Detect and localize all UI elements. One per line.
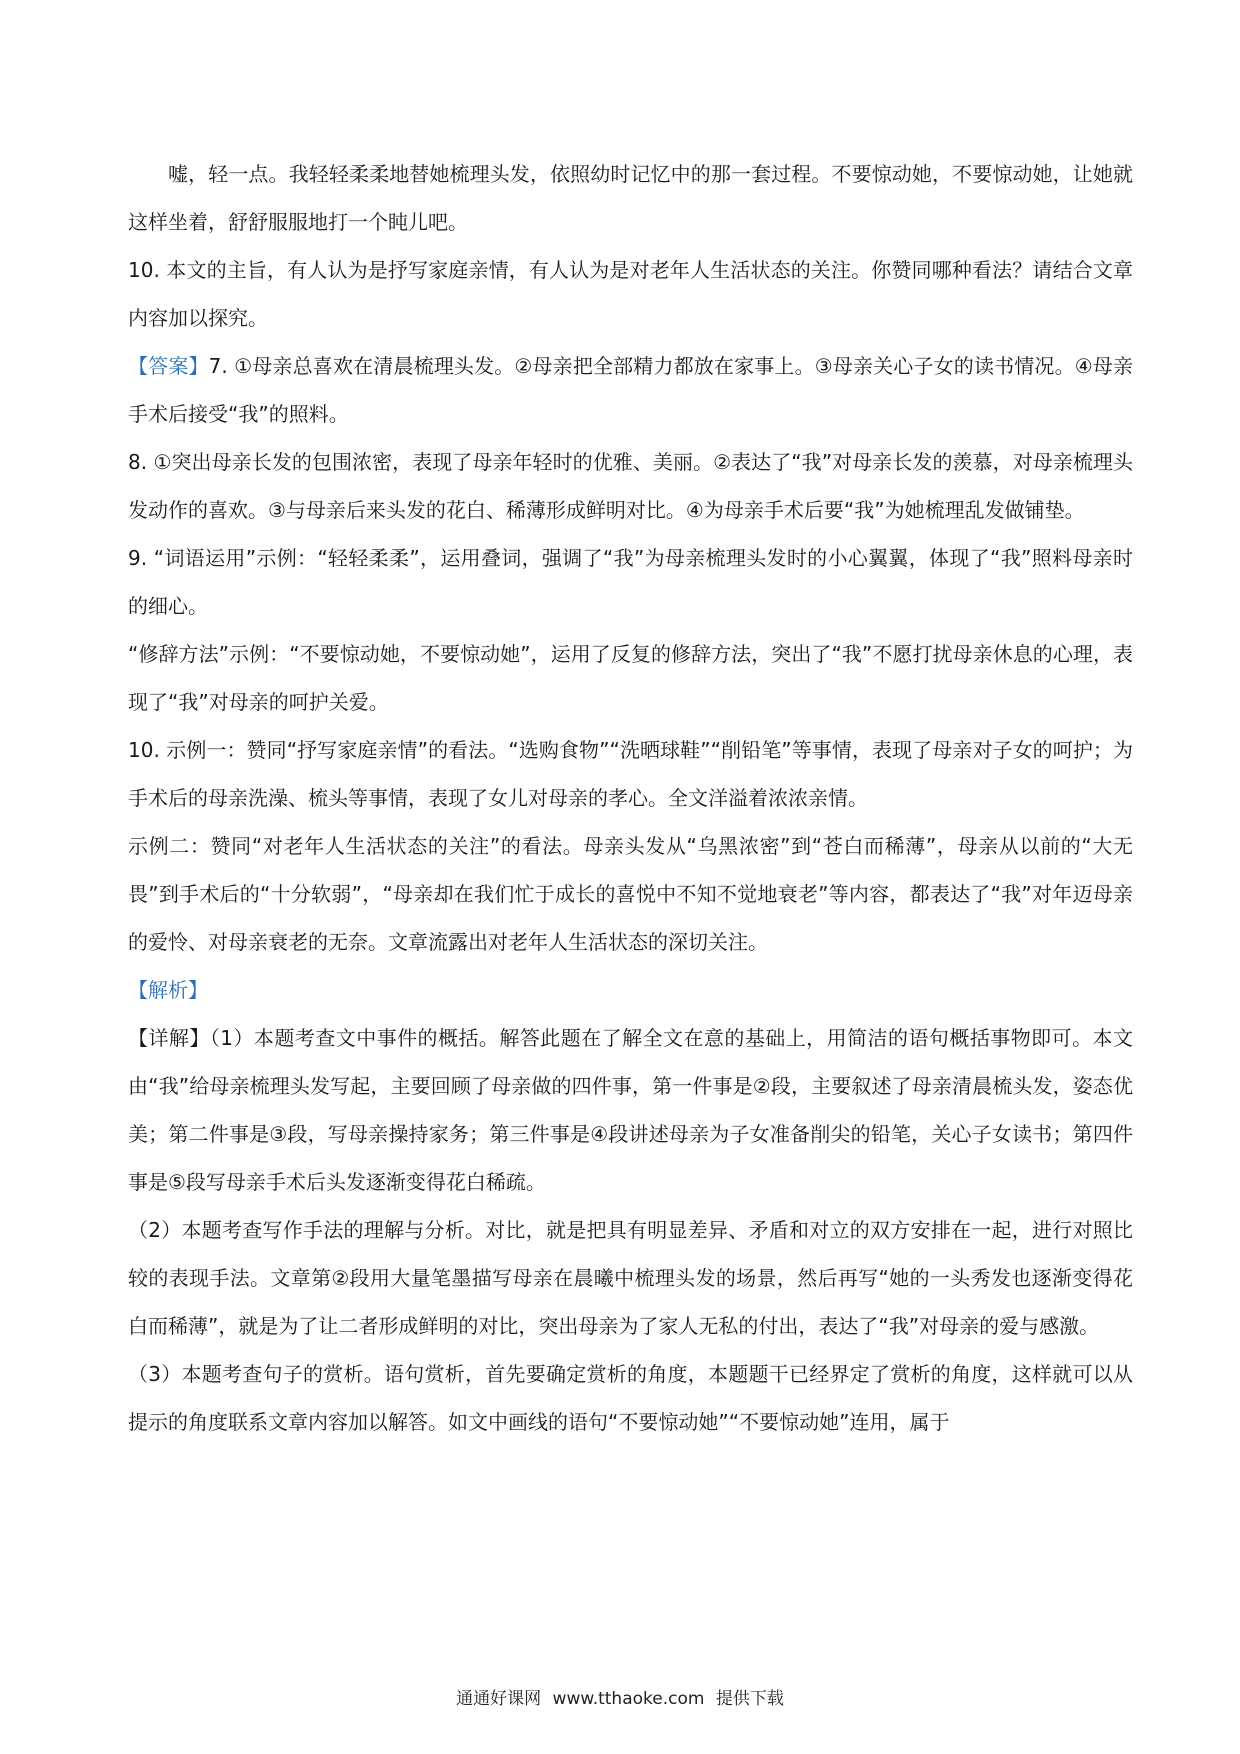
- answer-tag: 【答案】: [128, 354, 209, 378]
- answer-7: [128, 342, 1133, 438]
- excerpt-quote: 嘘，轻一点。我轻轻柔柔地替她梳理头发，依照幼时记忆中的那一套过程。不要惊动她，不要惊动她，让她就这样坐着，舒舒服服地打一个盹儿吧。: [128, 162, 1133, 234]
- footer-site-name: 通通好课网: [456, 1689, 542, 1709]
- answer-7-text: 7. ①母亲总喜欢在清晨梳理头发。②母亲把全部精力都放在家事上。③母亲关心子女的读书情况。④母亲手术后接受“我”的照料。: [128, 354, 1133, 426]
- footer-url: www.tthaoke.com: [552, 1689, 705, 1709]
- question-10: 10. 本文的主旨，有人认为是抒写家庭亲情，有人认为是对老年人生活状态的关注。你赞同哪种看法？请结合文章内容加以探究。: [128, 258, 1133, 330]
- analysis-tag: 【解析】: [128, 978, 208, 1002]
- answer-9-rhetoric: “修辞方法”示例：“不要惊动她，不要惊动她”，运用了反复的修辞方法，突出了“我”不愿打扰母亲休息的心理，表现了“我”对母亲的呵护关爱。: [128, 642, 1133, 714]
- answer-8: 8. ①突出母亲长发的包围浓密，表现了母亲年轻时的优雅、美丽。②表达了“我”对母亲长发的羡慕，对母亲梳理头发动作的喜欢。③与母亲后来头发的花白、稀薄形成鲜明对比。④为母亲手术后要“我”为她梳理乱发做铺垫。: [128, 450, 1133, 522]
- analysis-part-1-text: （1）本题考查文中事件的概括。解答此题在了解全文在意的基础上，用简洁的语句概括事物即可。本文由“我”给母亲梳理头发写起，主要回顾了母亲做的四件事，第一件事是②段，主要叙述了母亲清晨梳头发，姿态优美；第二件事是③段，写母亲操持家务；第三件事是④段讲述母亲为子女准备削尖的铅笔，关心子女读书；第四件事是⑤段写母亲手术后头发逐渐变得花白稀疏。: [128, 1026, 1134, 1194]
- page-footer: [0, 1684, 1240, 1709]
- answer-9-word-usage: 9. “词语运用”示例：“轻轻柔柔”，运用叠词，强调了“我”为母亲梳理头发时的小心翼翼，体现了“我”照料母亲时的细心。: [128, 546, 1133, 618]
- answer-10-example-1: 10. 示例一：赞同“抒写家庭亲情”的看法。“选购食物”“洗晒球鞋”“削铅笔”等事情，表现了母亲对子女的呵护；为手术后的母亲洗澡、梳头等事情，表现了女儿对母亲的孝心。全文洋溢着浓浓亲情。: [128, 738, 1133, 810]
- document-body: [128, 150, 1133, 1446]
- analysis-part-1: [128, 1014, 1133, 1206]
- analysis-part-2: （2）本题考查写作手法的理解与分析。对比，就是把具有明显差异、矛盾和对立的双方安排在一起，进行对照比较的表现手法。文章第②段用大量笔墨描写母亲在晨曦中梳理头发的场景，然后再写“她的一头秀发也逐渐变得花白而稀薄”，就是为了让二者形成鲜明的对比，突出母亲为了家人无私的付出，表达了“我”对母亲的爱与感激。: [128, 1218, 1133, 1338]
- footer-suffix: 提供下载: [715, 1689, 784, 1709]
- analysis-heading: [128, 966, 1133, 1014]
- analysis-part-3: （3）本题考查句子的赏析。语句赏析，首先要确定赏析的角度，本题题干已经界定了赏析的角度，这样就可以从提示的角度联系文章内容加以解答。如文中画线的语句“不要惊动她”“不要惊动她”连用，属于: [128, 1362, 1133, 1434]
- detail-tag: 【详解】: [128, 1026, 210, 1050]
- answer-10-example-2: 示例二：赞同“对老年人生活状态的关注”的看法。母亲头发从“乌黑浓密”到“苍白而稀薄”，母亲从以前的“大无畏”到手术后的“十分软弱”，“母亲却在我们忙于成长的喜悦中不知不觉地衰老”等内容，都表达了“我”对年迈母亲的爱怜、对母亲衰老的无奈。文章流露出对老年人生活状态的深切关注。: [128, 834, 1133, 954]
